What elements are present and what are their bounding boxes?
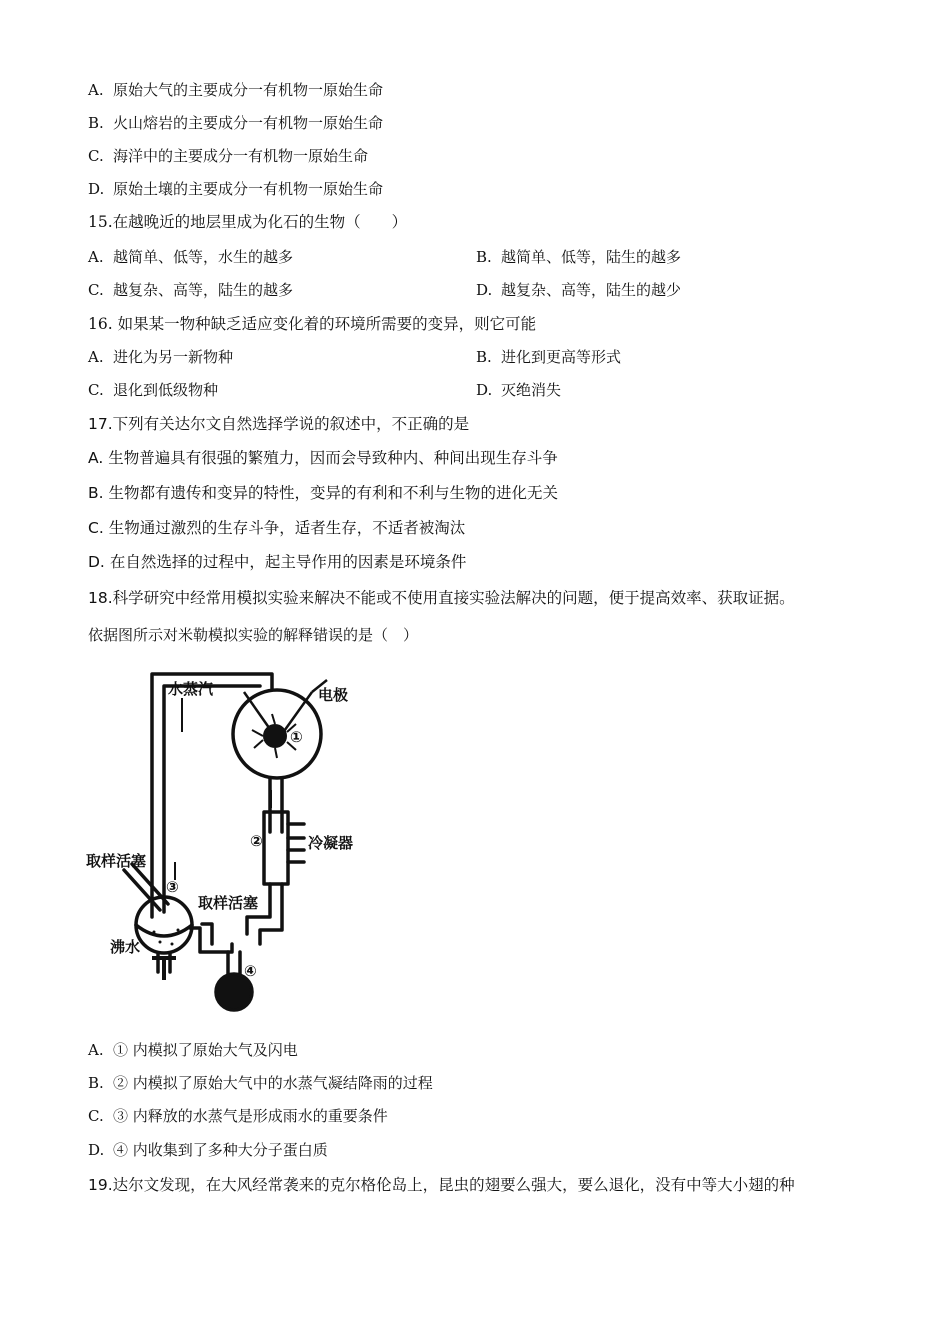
option-label: B. (88, 484, 104, 502)
option-label: D. (88, 553, 105, 571)
q16-option-b (476, 347, 621, 367)
q17-stem: 17.下列有关达尔文自然选择学说的叙述中，不正确的是 (88, 415, 470, 433)
q15-option-a (88, 247, 293, 267)
option-label: D. (476, 281, 493, 299)
q18-option-c (88, 1106, 388, 1126)
option-label: A. (88, 348, 104, 366)
marker-4: ④ (244, 962, 257, 980)
marker-2: ② (250, 832, 263, 850)
option-label: C. (88, 381, 104, 399)
condenser-body (264, 812, 288, 884)
option-label: B. (88, 1074, 104, 1092)
option-label: C. (88, 281, 104, 299)
option-text: 越复杂、高等，陆生的越多 (113, 281, 294, 299)
option-label: B. (476, 348, 492, 366)
sample-valve-mid-label: 取样活塞 (198, 894, 259, 912)
option-label: D. (476, 381, 493, 399)
q18-option-a (88, 1040, 298, 1060)
boiling-water-label: 沸水 (110, 938, 141, 956)
option-text: 进化到更高等形式 (501, 348, 622, 366)
marker-1: ① (290, 728, 303, 746)
option-text: 在自然选择的过程中，起主导作用的因素是环境条件 (109, 553, 467, 571)
option-text: ③ 内释放的水蒸气是形成雨水的重要条件 (113, 1107, 388, 1125)
option-text: ② 内模拟了原始大气中的水蒸气凝结降雨的过程 (113, 1074, 433, 1092)
q14-option-a (88, 80, 383, 100)
q16-option-d (476, 380, 561, 400)
option-text: 灭绝消失 (501, 381, 562, 399)
q17-option-c (88, 518, 465, 538)
option-text: ① 内模拟了原始大气及闪电 (113, 1041, 298, 1059)
q15-option-c (88, 280, 293, 300)
q18-option-b (88, 1073, 433, 1093)
option-text: 海洋中的主要成分一有机物一原始生命 (113, 147, 369, 165)
option-text: 生物都有遗传和变异的特性，变异的有利和不利与生物的进化无关 (108, 484, 559, 502)
q14-option-c (88, 146, 368, 166)
option-text: 越简单、低等，陆生的越多 (501, 248, 682, 266)
option-label: A. (88, 449, 104, 467)
option-label: C. (88, 519, 104, 537)
option-text: 生物通过激烈的生存斗争，适者生存，不适者被淘汰 (108, 519, 466, 537)
vapor-label: 水蒸汽 (168, 680, 214, 698)
q18-option-d (88, 1140, 328, 1160)
option-label: C. (88, 147, 104, 165)
q17-option-b (88, 483, 558, 503)
q18-stem-line1: 18.科学研究中经常用模拟实验来解决不能或不使用直接实验法解决的问题，便于提高效率、获取证据。 (88, 589, 795, 607)
option-label: B. (88, 114, 104, 132)
option-text: 越简单、低等，水生的越多 (113, 248, 294, 266)
option-label: D. (88, 180, 105, 198)
option-label: A. (88, 1041, 104, 1059)
q19-stem: 19.达尔文发现，在大风经常袭来的克尔格伦岛上，昆虫的翅要么强大，要么退化，没有中等大小翅的种 (88, 1176, 795, 1194)
q15-option-b (476, 247, 681, 267)
option-label: D. (88, 1141, 105, 1159)
option-text: 退化到低级物种 (113, 381, 219, 399)
option-label: C. (88, 1107, 104, 1125)
marker-3: ③ (166, 878, 179, 896)
option-text: 生物普遍具有很强的繁殖力，因而会导致种内、种间出现生存斗争 (108, 449, 558, 467)
option-label: A. (88, 248, 104, 266)
option-text: 火山熔岩的主要成分一有机物一原始生命 (113, 114, 384, 132)
q14-option-b (88, 113, 383, 133)
q17-option-d (88, 552, 466, 572)
sample-valve-left-label: 取样活塞 (86, 852, 147, 870)
q17-option-a (88, 448, 558, 468)
option-text: 原始土壤的主要成分一有机物一原始生命 (113, 180, 384, 198)
q18-stem-line2: 依据图所示对米勒模拟实验的解释错误的是（ ） (88, 626, 419, 644)
q15-option-d (476, 280, 681, 300)
q15-stem: 15.在越晚近的地层里成为化石的生物（ ） (88, 213, 408, 231)
condenser-label: 冷凝器 (308, 834, 354, 852)
electrode-label: 电极 (318, 686, 349, 704)
option-text: 进化为另一新物种 (113, 348, 234, 366)
miller-experiment-diagram (82, 662, 372, 1032)
q16-option-c (88, 380, 218, 400)
q16-option-a (88, 347, 233, 367)
q14-option-d (88, 179, 383, 199)
option-text: 越复杂、高等，陆生的越少 (501, 281, 682, 299)
option-label: B. (476, 248, 492, 266)
option-text: 原始大气的主要成分一有机物一原始生命 (113, 81, 384, 99)
q16-stem: 16. 如果某一物种缺乏适应变化着的环境所需要的变异，则它可能 (88, 315, 537, 333)
option-label: A. (88, 81, 104, 99)
option-text: ④ 内收集到了多种大分子蛋白质 (113, 1141, 328, 1159)
